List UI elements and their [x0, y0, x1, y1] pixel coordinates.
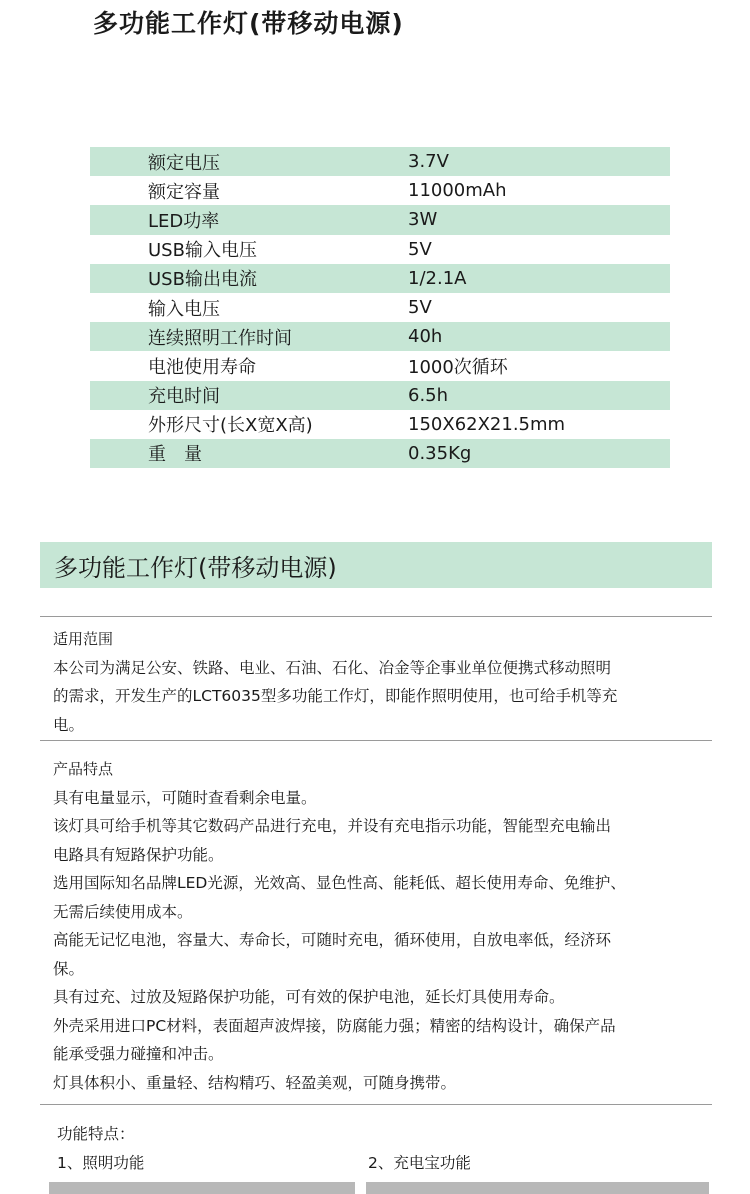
spec-value: 5V: [408, 238, 432, 260]
feature-line: 选用国际知名品牌LED光源，光效高、显色性高、能耗低、超长使用寿命、免维护、: [53, 874, 626, 892]
spec-table: [90, 147, 670, 468]
spec-value: 6.5h: [408, 384, 449, 406]
spec-label: 输入电压: [148, 298, 220, 320]
spec-label: 重 量: [148, 444, 202, 466]
spec-row: [90, 410, 670, 439]
feature-line: 具有过充、过放及短路保护功能，可有效的保护电池，延长灯具使用寿命。: [53, 988, 565, 1006]
spec-label: USB输出电流: [148, 269, 257, 291]
spec-value: 0.35Kg: [408, 442, 472, 464]
spec-label: 外形尺寸(长X宽X高): [148, 415, 313, 437]
spec-row: [90, 322, 670, 351]
feature-line: 该灯具可给手机等其它数码产品进行充电，并设有充电指示功能，智能型充电输出: [53, 817, 612, 835]
spec-label: 额定容量: [148, 181, 220, 203]
scope-line: 电。: [53, 715, 85, 734]
powerbank-image: [366, 1182, 709, 1194]
scope-heading: 适用范围: [53, 630, 114, 648]
spec-label: 电池使用寿命: [148, 356, 256, 378]
feature-line: 具有电量显示，可随时查看剩余电量。: [53, 788, 317, 807]
features-heading: 产品特点: [53, 760, 114, 778]
spec-value: 3.7V: [408, 151, 449, 173]
spec-value: 5V: [408, 297, 432, 319]
spec-label: USB输入电压: [148, 240, 257, 262]
spec-row: [90, 176, 670, 205]
scope-line: 的需求，开发生产的LCT6035型多功能工作灯，即能作照明使用，也可给手机等充: [53, 687, 618, 705]
spec-label: 连续照明工作时间: [148, 327, 292, 349]
feature-line: 外壳采用进口PC材料，表面超声波焊接，防腐能力强；精密的结构设计，确保产品: [53, 1016, 616, 1035]
feature-line: 保。: [53, 959, 85, 978]
banner-title: 多功能工作灯(带移动电源): [54, 553, 337, 582]
spec-row: [90, 381, 670, 410]
spec-row: [90, 235, 670, 264]
spec-row: [90, 205, 670, 234]
section-banner: [40, 542, 712, 588]
spec-label: 额定电压: [148, 152, 220, 174]
feature-line: 电路具有短路保护功能。: [53, 845, 224, 864]
feature-line: 灯具体积小、重量轻、结构精巧、轻盈美观，可随身携带。: [53, 1073, 457, 1092]
spec-value: 150X62X21.5mm: [408, 413, 566, 435]
feature-line: 无需后续使用成本。: [53, 902, 193, 921]
spec-row: [90, 293, 670, 322]
spec-label: LED功率: [148, 210, 220, 232]
feature-line: 高能无记忆电池，容量大、寿命长，可随时充电，循环使用，自放电率低，经济环: [53, 931, 612, 949]
function-item-lighting: 1、照明功能: [57, 1154, 145, 1172]
spec-value: 3W: [408, 209, 438, 231]
scope-line: 本公司为满足公安、铁路、电业、石油、石化、冶金等企事业单位便携式移动照明: [53, 658, 612, 677]
spec-value: 1000次循环: [408, 356, 508, 378]
spec-row: [90, 264, 670, 293]
spec-label: 充电时间: [148, 386, 220, 408]
page-title: 多功能工作灯(带移动电源): [93, 9, 404, 38]
spec-value: 11000mAh: [408, 180, 507, 202]
spec-value: 40h: [408, 326, 443, 348]
spec-row: [90, 351, 670, 380]
product-features-section: [53, 755, 713, 1097]
divider: [40, 1104, 712, 1105]
divider: [40, 740, 712, 741]
scope-section: [53, 625, 713, 739]
spec-row: [90, 147, 670, 176]
feature-line: 能承受强力碰撞和冲击。: [53, 1045, 224, 1063]
lighting-image: [49, 1182, 355, 1194]
functions-heading: 功能特点：: [57, 1125, 135, 1143]
spec-row: [90, 439, 670, 468]
spec-value: 1/2.1A: [408, 267, 467, 289]
function-item-powerbank: 2、充电宝功能: [368, 1154, 471, 1172]
divider: [40, 616, 712, 617]
